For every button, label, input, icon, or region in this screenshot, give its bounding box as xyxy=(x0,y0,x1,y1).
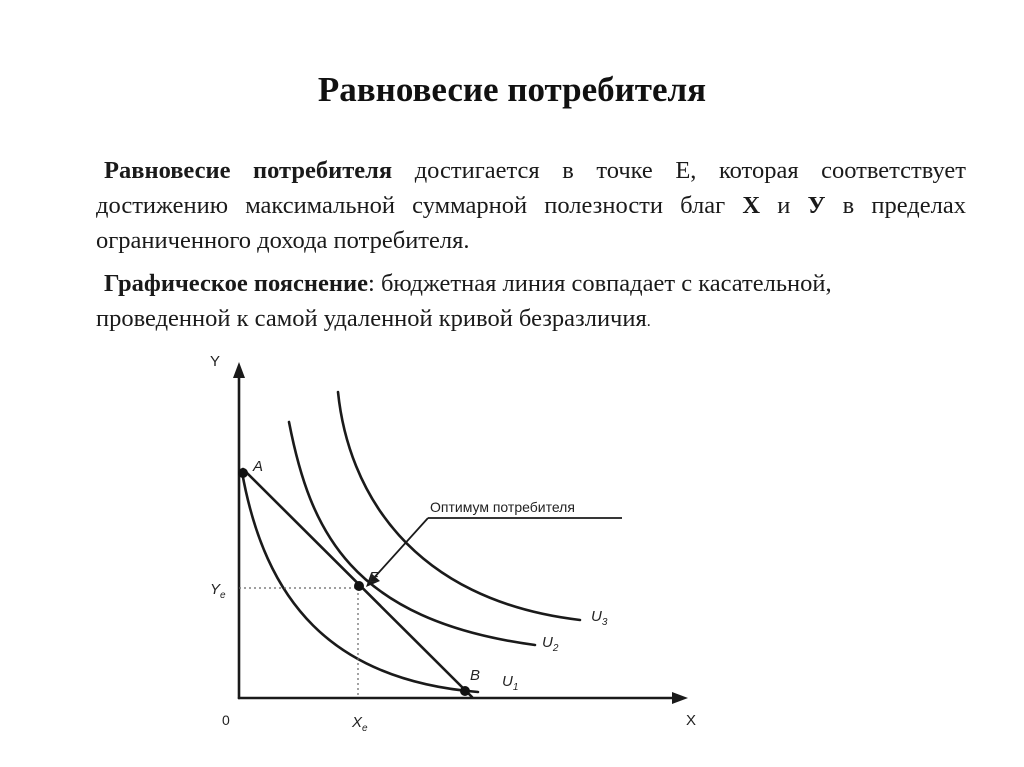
xe-label xyxy=(351,714,368,734)
graphic-explanation-end: . xyxy=(646,313,651,330)
point-e-marker xyxy=(354,581,364,591)
consumer-equilibrium-diagram xyxy=(195,345,715,745)
good-y: У xyxy=(807,192,826,219)
curve-u3-label xyxy=(591,608,608,628)
point-e-label: E xyxy=(369,569,380,586)
curve-u1-sub: 1 xyxy=(512,682,519,693)
slide-title: Равновесие потребителя xyxy=(317,70,707,109)
graphic-explanation-term: Графическое пояснение xyxy=(104,270,369,297)
x-axis-arrowhead xyxy=(672,692,688,704)
curve-u2-sub: 2 xyxy=(552,643,559,654)
point-b-label: B xyxy=(470,667,481,684)
equilibrium-term: Равновесие потребителя xyxy=(104,157,393,184)
ye-label xyxy=(210,581,226,601)
y-axis-label: Y xyxy=(210,353,221,370)
curve-u2-main: U xyxy=(542,634,553,651)
x-axis-label: X xyxy=(686,712,697,729)
optimum-label: Оптимум потребителя xyxy=(430,499,575,515)
equilibrium-text-b: в пределах ограниченного дохода потребителя. xyxy=(96,192,966,254)
equilibrium-paragraph xyxy=(96,153,966,258)
good-x: Х xyxy=(742,192,761,219)
and-word: и xyxy=(760,192,808,219)
optimum-pointer xyxy=(372,518,428,580)
curve-u1-label xyxy=(502,673,518,693)
graphic-explanation-text: : бюджетная линия совпадает с касательной, проведенной к самой удаленной кривой безразличия xyxy=(96,270,832,332)
ye-label-sub: e xyxy=(220,590,226,601)
equilibrium-text-a: достигается в точке Е, которая соответствует достижению максимальной суммарной полезности благ xyxy=(96,157,967,219)
curve-u2-label xyxy=(542,634,559,654)
point-b-marker xyxy=(460,686,470,696)
curve-u3-sub: 3 xyxy=(601,617,608,628)
graphic-explanation-paragraph xyxy=(96,266,966,339)
y-axis-arrowhead xyxy=(233,362,245,378)
origin-label: 0 xyxy=(222,712,230,728)
indifference-curve-u2 xyxy=(289,422,535,645)
curve-u1-main: U xyxy=(502,673,513,690)
point-a-label: A xyxy=(253,458,264,475)
ye-label-main: Y xyxy=(210,581,221,598)
curve-u3-main: U xyxy=(591,608,602,625)
point-a-marker xyxy=(238,468,248,478)
xe-label-main: X xyxy=(352,714,363,731)
xe-label-sub: e xyxy=(362,723,368,734)
